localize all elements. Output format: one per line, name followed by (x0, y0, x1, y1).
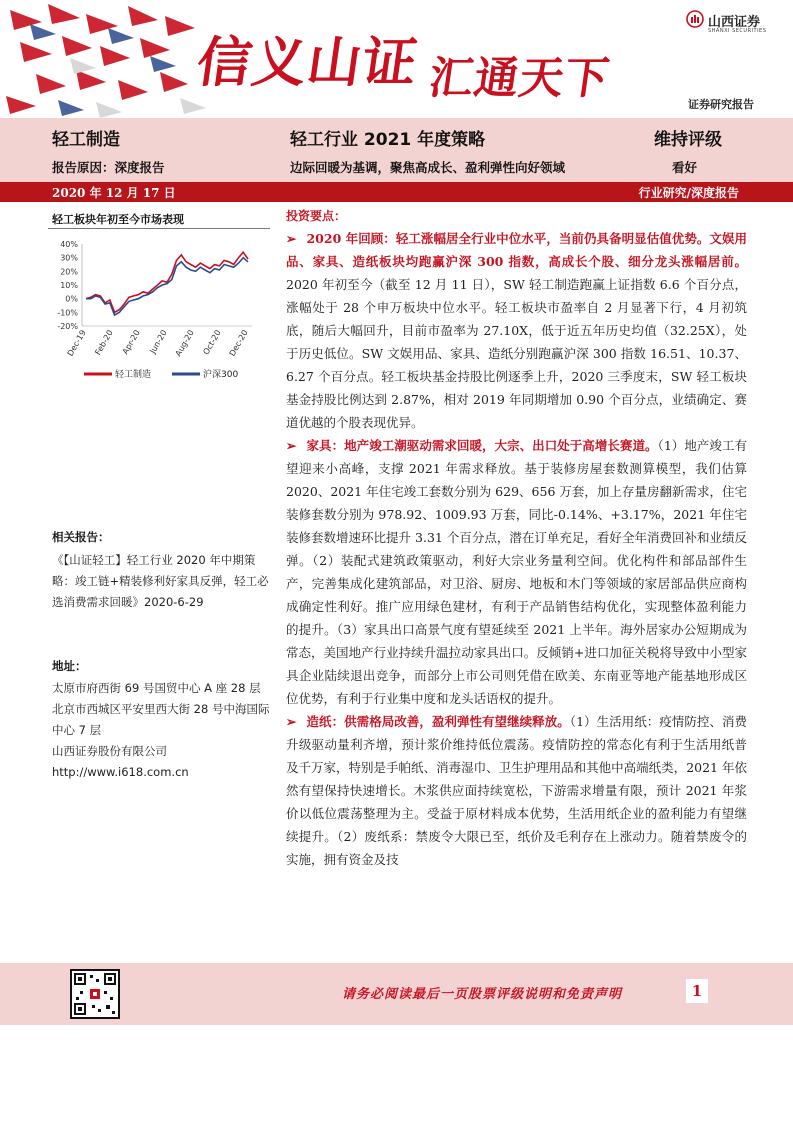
arrow-bullet-icon: ➢ (286, 231, 297, 246)
report-category: 行业研究/深度报告 (638, 186, 739, 200)
text-furniture: （1）地产竣工有望迎来小高峰，支撑 2021 年需求释放。基于装修房屋套数测算模型，我们估算 2020、2021 年住宅竣工套数分别为 629、656 万套，加上存量房翻新需求，住宅装修套数分别为 978.92、1009.93 万套，同比-0.14%、+3.17%，2021 年住宅装修套数增速环比提升 3.31 个百分点，潜在订单充足，看好全年消费回补和业绩反弹。（2）装配式建筑政策驱动，利好大宗业务量利空间。优化构件和部品部件生产，完善集成化建筑部品，对卫浴、厨房、地板和木门等领域的家居部品供应商构成确定性利好。推广应用绿色建材，有利于产品销售结构优化，实现整体盈利能力的提升。（3）家具出口高景气度有望延续至 2021 上半年。海外居家办公短期成为常态，美国地产行业持续升温拉动家具出口。反倾销+进口加征关税将导致中小型家具企业陆续退出竞争，而部分上市公司则凭借在欧美、东南亚等地产能基地形成区位优势，有利于行业集中度和龙头话语权的提升。 (286, 438, 747, 706)
y-tick-label: 20% (60, 267, 78, 277)
x-tick-label: Apr-20 (120, 328, 142, 356)
report-title: 轻工行业 2021 年度策略 (290, 130, 486, 150)
y-tick-label: 10% (60, 281, 78, 290)
paragraph-furniture (286, 434, 747, 710)
report-type-label: 证券研究报告 (688, 98, 754, 111)
legend-label-1: 轻工制造 (115, 370, 152, 380)
report-date: 2020 年 12 月 17 日 (52, 186, 176, 200)
report-subtitle: 边际回暖为基调，聚焦高成长、盈利弹性向好领域 (290, 160, 566, 175)
disclaimer-notice: 请务必阅读最后一页股票评级说明和免责声明 (342, 987, 623, 1002)
sector-name: 轻工制造 (52, 130, 120, 150)
rating-view: 看好 (672, 160, 698, 175)
chart-title: 轻工板块年初至今市场表现 (52, 213, 184, 226)
company-name: 山西证券股份有限公司 (52, 744, 167, 758)
footer-bar (0, 963, 793, 1025)
header-banner (0, 0, 793, 118)
arrow-bullet-icon: ➢ (286, 714, 297, 729)
highlight-furniture: 家具：地产竣工潮驱动需求回暖，大宗、出口处于高增长赛道。 (306, 438, 658, 453)
page-number: 1 (686, 979, 708, 1003)
investment-highlights-title: 投资要点： (286, 209, 347, 223)
report-reason: 报告原因：深度报告 (52, 160, 165, 175)
x-tick-label: Oct-20 (201, 328, 223, 357)
qr-code-icon (70, 969, 120, 1019)
rating-label: 维持评级 (654, 130, 722, 150)
company-logo-subtitle: SHANXI SECURITIES (708, 28, 767, 34)
related-report-item[interactable]: 《【山证轻工】轻工行业 2020 年中期策略：竣工链+精装修利好家具反弹，轻工必选消费需求回暖》2020-6-29 (52, 553, 269, 609)
highlight-2020-review: 2020 年回顾：轻工涨幅居全行业中位水平，当前仍具备明显估值优势。文娱用品、家具、造纸板块均跑赢沪深 300 指数，高成长个股、细分龙头涨幅居前。 (286, 231, 747, 269)
market-performance-chart (48, 232, 270, 392)
legend-label-2: 沪深300 (203, 370, 239, 380)
y-tick-label: -10% (57, 308, 78, 318)
related-reports-title: 相关报告： (52, 530, 110, 544)
chart-divider (48, 228, 270, 229)
y-tick-label: 0% (65, 294, 78, 304)
y-tick-label: 30% (60, 253, 78, 263)
title-bar (0, 118, 793, 182)
address-line-taiyuan: 太原市府西街 69 号国贸中心 A 座 28 层 (52, 681, 261, 695)
text-2020-review: 2020 年初至今（截至 12 月 11 日），SW 轻工制造跑赢上证指数 6.6 个百分点，涨幅处于 28 个申万板块中位水平。轻工板块市盈率自 2 月显著下行，4 月初筑底，随后大幅回升，目前市盈率为 27.10X，低于近五年历史均值（32.25X），处于历史低位。SW 文娱用品、家具、造纸分别跑赢沪深 300 指数 16.51、10.37、6.27 个百分点。轻工板块基金持股比例逐季上升，2020 三季度末，SW 轻工板块基金持股比例达到 2.87%，相对 2019 年同期增加 0.90 个百分点，业绩确定、赛道优越的个股表现优异。 (286, 277, 747, 430)
x-tick-label: Jun-20 (148, 328, 169, 356)
address-line-beijing: 北京市西城区平安里西大街 28 号中海国际中心 7 层 (52, 702, 270, 737)
x-tick-label: Dec-19 (65, 328, 88, 358)
company-logo-name: 山西证券 (708, 15, 761, 30)
qr-code-pattern (72, 971, 118, 1017)
company-website-link[interactable]: http://www.i618.com.cn (52, 765, 189, 779)
x-tick-label: Aug-20 (173, 328, 196, 358)
slogan-sub: 汇通天下 (425, 53, 613, 104)
investment-body (286, 227, 747, 871)
text-paper: （1）生活用纸：疫情防控、消费升级驱动量利齐增，预计浆价维持低位震荡。疫情防控的常态化有利于生活用纸普及千万家，特别是手帕纸、消毒湿巾、卫生护理用品和其他中高端纸类，2021 年依然有望保持快速增长。木浆供应面持续宽松，下游需求增量有限，预计 2021 年浆价以低位震荡整理为主。受益于原材料成本优势，生活用纸企业的盈利能力有望继续提升。（2）废纸系：禁废令大限已至，纸价及毛利存在上涨动力。随着禁废令的实施，拥有资金及技 (286, 714, 747, 867)
x-tick-label: Feb-20 (93, 328, 115, 357)
y-tick-label: 40% (60, 240, 78, 249)
date-bar (0, 182, 793, 202)
paragraph-paper (286, 710, 747, 871)
x-tick-label: Dec-20 (227, 328, 250, 358)
address-title: 地址： (52, 659, 87, 673)
paragraph-2020-review (286, 227, 747, 434)
y-tick-label: -20% (57, 322, 78, 331)
series-line-2 (86, 258, 248, 315)
address-block (52, 678, 272, 783)
slogan-main: 信义山证 (193, 30, 423, 94)
company-logo-icon (686, 10, 704, 28)
arrow-bullet-icon: ➢ (286, 438, 297, 453)
highlight-paper: 造纸：供需格局改善，盈利弹性有望继续释放。 (306, 714, 570, 729)
